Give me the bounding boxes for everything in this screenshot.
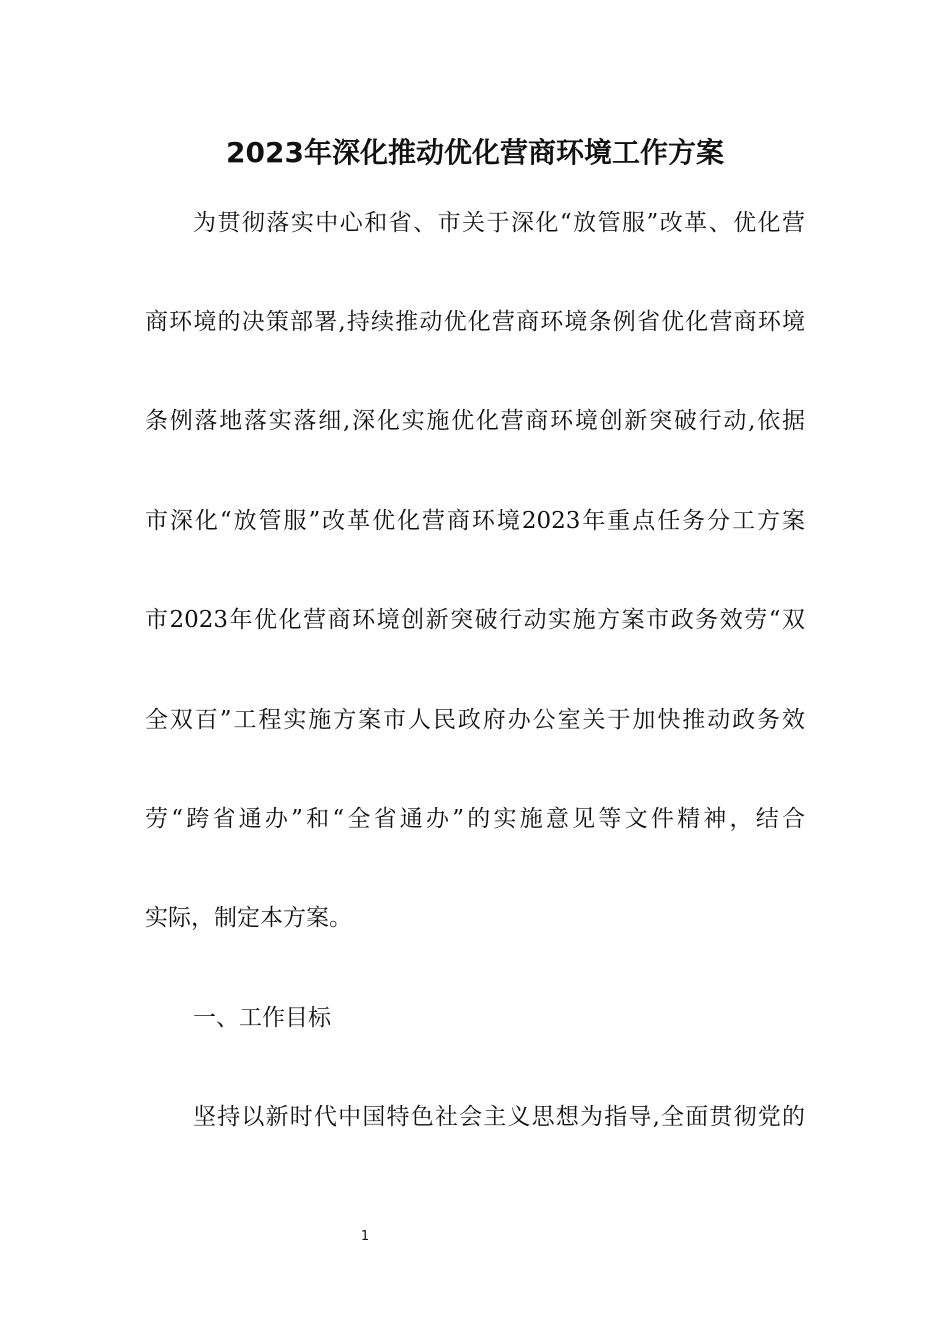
paragraph-line: 劳“跨省通办”和“全省通办”的实施意见等文件精神，结合 [145,806,805,832]
paragraph-line: 市深化“放管服”改革优化营商环境2023年重点任务分工方案 [145,508,805,534]
paragraph-line: 条例落地落实落细,深化实施优化营商环境创新突破行动,依据 [145,408,805,434]
paragraph-line: 商环境的决策部署,持续推动优化营商环境条例省优化营商环境 [145,309,805,335]
document-title: 2023年深化推动优化营商环境工作方案 [226,136,724,169]
paragraph-line: 坚持以新时代中国特色社会主义思想为指导,全面贯彻党的 [193,1104,805,1130]
paragraph-line: 全双百”工程实施方案市人民政府办公室关于加快推动政务效 [145,707,805,733]
section-heading: 一、工作目标 [193,1005,331,1031]
page-number: 1 [360,1229,370,1244]
paragraph-line: 实际，制定本方案。 [145,905,352,931]
paragraph-line: 为贯彻落实中心和省、市关于深化“放管服”改革、优化营 [193,210,805,236]
paragraph-line: 市2023年优化营商环境创新突破行动实施方案市政务效劳“双 [145,607,805,633]
